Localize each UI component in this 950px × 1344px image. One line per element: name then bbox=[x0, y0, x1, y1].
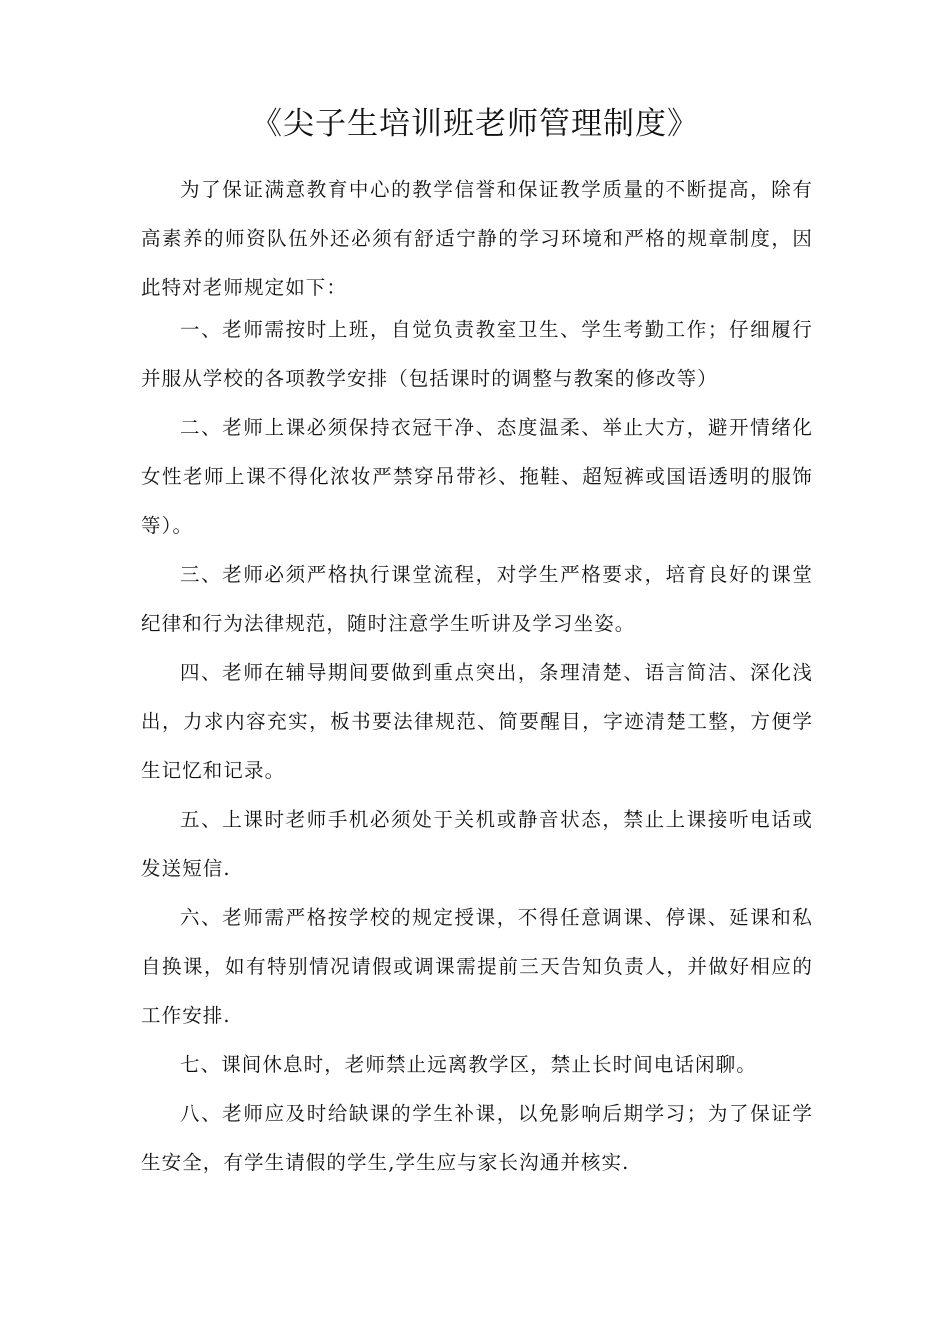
rule-paragraph-7: 七、课间休息时，老师禁止远离教学区，禁止长时间电话闲聊。 bbox=[180, 1053, 757, 1076]
rule-paragraph-8: 八、老师应及时给缺课的学生补课，以免影响后期学习；为了保证学生安全，有学生请假的学生,学生应与家长沟通并核实. bbox=[141, 1102, 813, 1174]
intro-paragraph: 为了保证满意教育中心的教学信誉和保证教学质量的不断提高，除有高素养的师资队伍外还必须有舒适宁静的学习环境和严格的规章制度，因此特对老师规定如下： bbox=[141, 178, 813, 299]
rule-paragraph-2: 二、老师上课必须保持衣冠干净、态度温柔、举止大方，避开情绪化女性老师上课不得化浓妆严禁穿吊带衫、拖鞋、超短裤或国语透明的服饰等）。 bbox=[141, 416, 813, 537]
rule-paragraph-1: 一、老师需按时上班，自觉负责教室卫生、学生考勤工作；仔细履行并服从学校的各项教学安排（包括课时的调整与教案的修改等） bbox=[141, 318, 813, 390]
rule-paragraph-6: 六、老师需严格按学校的规定授课，不得任意调课、停课、延课和私自换课，如有特别情况请假或调课需提前三天告知负责人，并做好相应的工作安排. bbox=[141, 906, 813, 1027]
rule-paragraph-5: 五、上课时老师手机必须处于关机或静音状态，禁止上课接听电话或发送短信. bbox=[141, 808, 813, 880]
rule-paragraph-4: 四、老师在辅导期间要做到重点突出，条理清楚、语言简洁、深化浅出，力求内容充实，板书要法律规范、简要醒目，字迹清楚工整，方便学生记忆和记录。 bbox=[141, 661, 813, 782]
rule-paragraph-3: 三、老师必须严格执行课堂流程，对学生严格要求，培育良好的课堂纪律和行为法律规范，随时注意学生听讲及学习坐姿。 bbox=[141, 563, 813, 635]
document-title: 《尖子生培训班老师管理制度》 bbox=[251, 106, 699, 142]
